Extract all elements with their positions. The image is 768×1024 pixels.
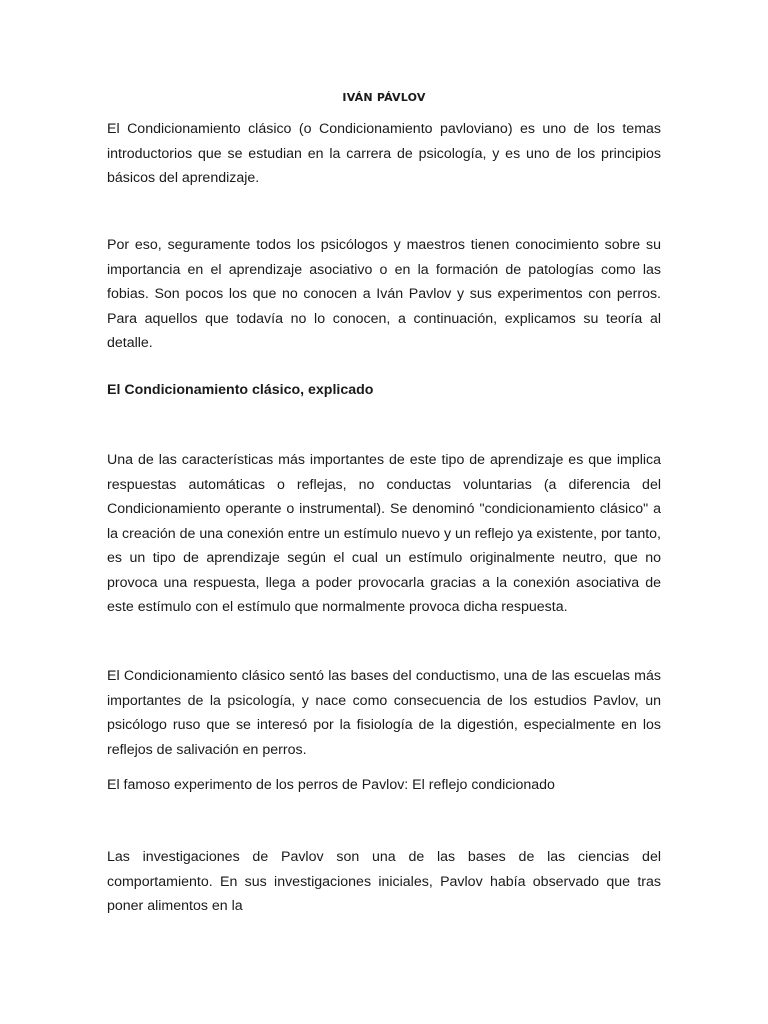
paragraph-importance: Por eso, seguramente todos los psicólogos y maestros tienen conocimiento sobre su importancia en el aprendizaje asociativo o en la formación de patologías como las fobias. Son pocos los que no conocen a Iván Pavlov y sus experimentos con perros. Para aquellos que todavía no lo conocen, a continuación, explicamos su teoría al detalle.: [107, 237, 661, 351]
paragraph-investigations: Las investigaciones de Pavlov son una de las bases de las ciencias del comportamiento. En sus investigaciones iniciales, Pavlov había observado que tras poner alimentos en la: [107, 849, 661, 914]
section-heading-classical-conditioning: El Condicionamiento clásico, explicado: [107, 382, 374, 398]
paragraph-characteristics: Una de las características más importantes de este tipo de aprendizaje es que implica respuestas automáticas o reflejas, no conductas voluntarias (a diferencia del Condicionamiento operante o instrumental). Se denominó "condicionamiento clásico" a la creación de una conexión entre un estímulo nuevo y un reflejo ya existente, por tanto, es un tipo de aprendizaje según el cual un estímulo originalmente neutro, que no provoca una respuesta, llega a poder provocarla gracias a la conexión asociativa de este estímulo con el estímulo que normalmente provoca dicha respuesta.: [107, 452, 661, 615]
subheading-pavlov-experiment: El famoso experimento de los perros de Pavlov: El reflejo condicionado: [107, 777, 555, 793]
document-title: IVÁN PÁVLOV: [342, 91, 426, 104]
paragraph-behaviorism: El Condicionamiento clásico sentó las bases del conductismo, una de las escuelas más importantes de la psicología, y nace como consecuencia de los estudios Pavlov, un psicólogo ruso que se interesó por la fisiología de la digestión, especialmente en los reflejos de salivación en perros.: [107, 668, 661, 758]
paragraph-intro: El Condicionamiento clásico (o Condicionamiento pavloviano) es uno de los temas introductorios que se estudian en la carrera de psicología, y es uno de los principios básicos del aprendizaje.: [107, 121, 661, 186]
